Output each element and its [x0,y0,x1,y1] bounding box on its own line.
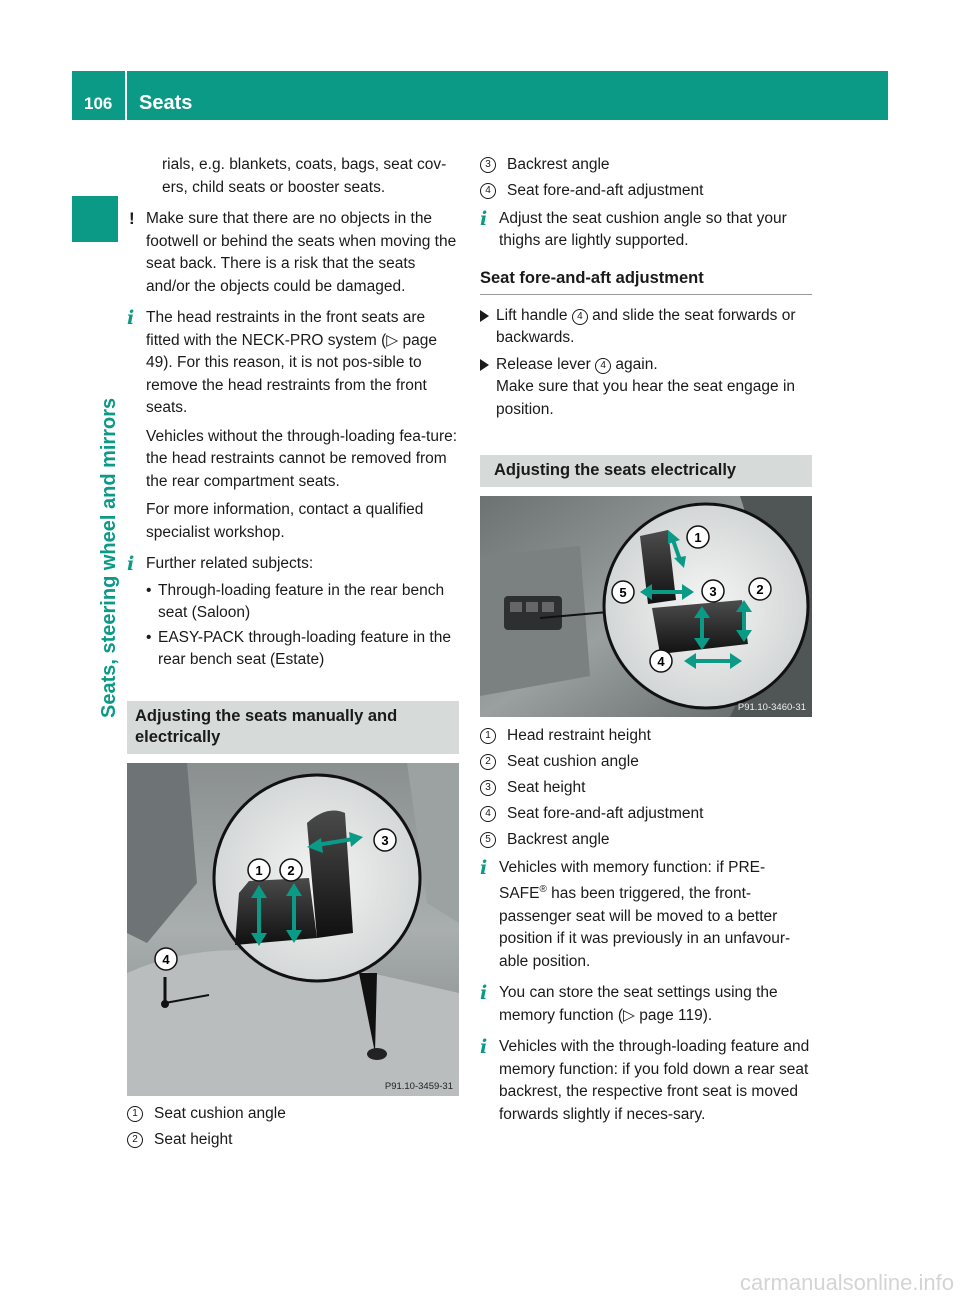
info-text: Adjust the seat cushion angle so that your thighs are lightly supported. [499,209,787,249]
legend-text: Backrest angle [507,156,610,173]
legend-number: 4 [480,806,496,822]
chapter-marker [72,196,118,242]
info-text: The head restraints in the front seats are fitted with the NECK-PRO system (▷ page 49). For this reason, it is not pos-sible to remove the head restraints from the front seats. [146,309,438,416]
svg-text:2: 2 [287,862,295,878]
step-arrow-icon [480,359,489,371]
legend-item [480,829,812,852]
legend-text: Seat height [154,1130,233,1148]
right-column [480,154,812,1135]
info-text: has been triggered, the front-passenger seat will be moved to a better position if it was previously in an unfavour-able position. [499,885,791,970]
svg-text:4: 4 [162,951,170,967]
figure-credit: P91.10-3459-31 [384,1080,453,1092]
svg-text:3: 3 [381,832,389,848]
info-note-neckpro [127,307,459,420]
step-text: Lift handle [496,306,568,324]
info-note-related [127,553,459,576]
info-icon: i [480,982,488,1005]
legend-number: 4 [572,309,588,325]
warning-icon: ! [129,209,135,228]
left-column [127,154,459,1155]
list-item: • EASY-PACK through-loading feature in the rear bench seat (Estate) [146,628,451,668]
instruction-step [480,354,812,377]
instruction-step [480,305,812,350]
legend-number: 5 [480,832,496,848]
legend-item [480,154,812,177]
step-text: and slide the seat forwards or backwards. [496,306,796,346]
legend-text: Seat fore-and-aft adjustment [507,182,704,199]
legend-number: 3 [480,157,496,173]
svg-text:1: 1 [694,530,702,545]
page-title: Seats [139,92,193,114]
list-item-text: Through-loading feature in the rear bench seat (Saloon) [158,581,445,621]
legend-number: 1 [127,1106,143,1122]
svg-text:3: 3 [709,584,717,599]
info-text-through-loading: Vehicles without the through-loading fea-ture: the head restraints cannot be removed from the rear compartment seats. [146,427,458,490]
legend-item [480,180,812,203]
legend-text: Backrest angle [507,831,610,848]
seat-manual-figure [127,763,459,1096]
step-text: Release lever [496,355,591,373]
step-text: again. [615,355,658,373]
header-divider [125,71,127,120]
page-number: 106 [84,94,113,113]
info-icon: i [480,856,488,879]
legend-item [480,777,812,800]
legend-item [127,1103,459,1126]
legend-number: 2 [480,754,496,770]
section-heading: Adjusting the seats manually and electrically [127,701,459,754]
list-item: • Through-loading feature in the rear bench seat (Saloon) [146,581,445,621]
legend-item [480,725,812,748]
info-text-contact: For more information, contact a qualified specialist workshop. [146,501,424,541]
info-icon: i [480,207,488,230]
info-text: Vehicles with memory function: if PRE-SAFE [499,858,766,903]
info-icon: i [127,307,135,329]
legend-number: 2 [127,1132,143,1148]
page-header-bar [72,71,888,120]
svg-text:5: 5 [619,585,627,600]
watermark: carmanualsonline.info [739,1270,954,1295]
legend-text: Seat cushion angle [154,1104,286,1122]
legend-text: Head restraint height [507,727,651,744]
step-arrow-icon [480,310,489,322]
figure-credit: P91.10-3460-31 [737,702,806,713]
chapter-label: Seats, steering wheel and mirrors [98,397,120,718]
warning-note [127,208,459,298]
legend-number: 4 [480,183,496,199]
legend-item [480,751,812,774]
legend-text: Seat fore-and-aft adjustment [507,805,704,822]
subsection-heading: Seat fore-and-aft adjustment [480,267,812,295]
svg-text:4: 4 [657,654,665,669]
list-item-text: EASY-PACK through-loading feature in the rear bench seat (Estate) [158,628,451,668]
info-note-cushion [480,208,812,253]
info-text: Vehicles with the through-loading feature and memory function: if you fold down a rear seat backrest, the respective front seat is moved forwards slightly if neces-sary. [499,1038,810,1123]
svg-text:1: 1 [255,862,263,878]
legend-item [480,803,812,826]
info-icon: i [127,553,135,575]
legend-number: 1 [480,728,496,744]
info-icon: i [480,1036,488,1059]
legend-text: Seat height [507,779,586,796]
legend-number: 4 [595,358,611,374]
svg-text:2: 2 [756,582,764,597]
legend-text: Seat cushion angle [507,753,639,770]
registered-mark: ® [539,884,547,895]
section-heading: Adjusting the seats electrically [480,455,812,487]
info-note-presafe [480,857,812,974]
info-text: Further related subjects: [146,555,314,572]
info-note-memory [480,982,812,1027]
step-note: Make sure that you hear the seat engage in position. [496,378,796,418]
continued-text: rials, e.g. blankets, coats, bags, seat cov-ers, child seats or booster seats. [162,156,447,196]
warning-text: Make sure that there are no objects in the footwell or behind the seats when moving the seat back. There is a risk that the seats and/or the objects could be damaged. [146,210,457,295]
info-text: You can store the seat settings using the memory function (▷ page 119). [499,984,778,1024]
legend-item [127,1129,459,1152]
legend-number: 3 [480,780,496,796]
info-note-through-loading [480,1036,812,1126]
seat-electric-figure [480,496,812,717]
